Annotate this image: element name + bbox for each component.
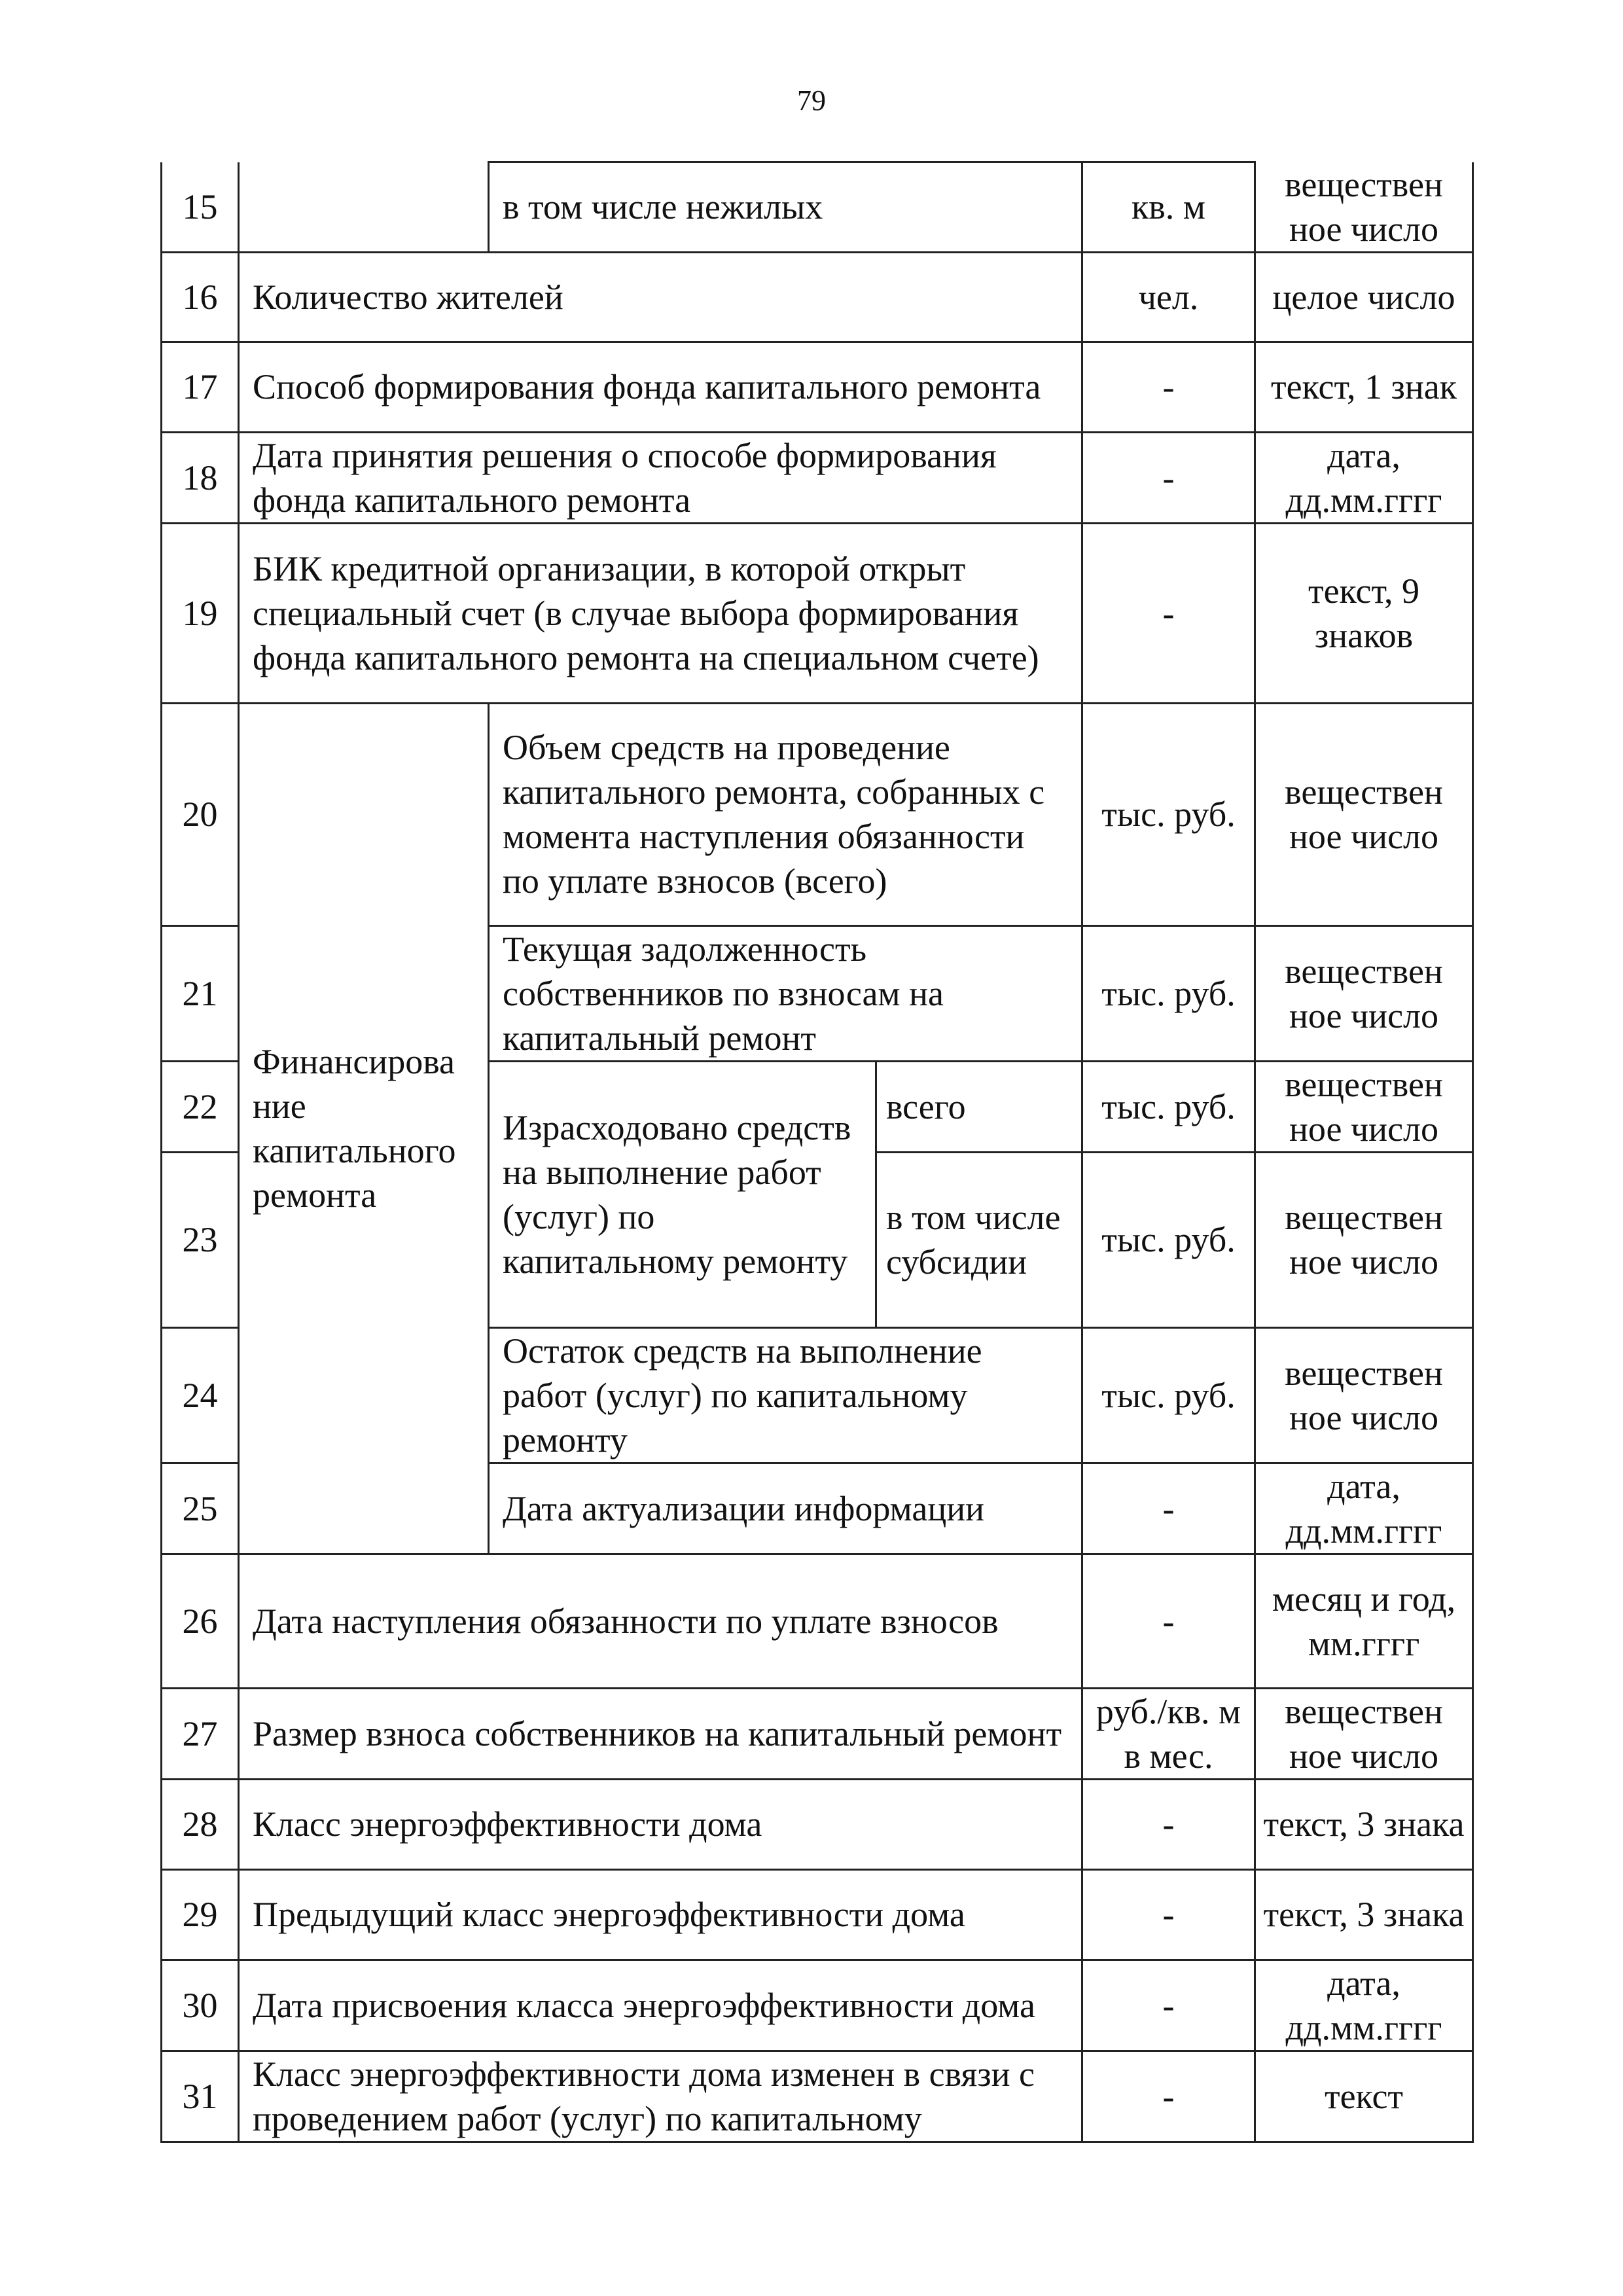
row-description: Дата присвоения класса энергоэффективности дома bbox=[239, 1960, 1082, 2051]
row-description: Предыдущий класс энергоэффективности дома bbox=[239, 1869, 1082, 1960]
table-row bbox=[162, 1688, 1473, 1779]
row-number: 20 bbox=[162, 703, 239, 925]
row-description: Количество жителей bbox=[239, 252, 1082, 342]
table-row bbox=[162, 432, 1473, 523]
row-format: текст, 9 знаков bbox=[1255, 523, 1473, 703]
row-format: текст bbox=[1255, 2051, 1473, 2142]
row-description: БИК кредитной организации, в которой открыт специальный счет (в случае выбора формирования фонда капитального ремонта на специальном счете) bbox=[239, 523, 1082, 703]
row-description: Дата принятия решения о способе формирования фонда капитального ремонта bbox=[239, 432, 1082, 523]
table-row bbox=[162, 523, 1473, 703]
row-format: дата, дд.мм.гггг bbox=[1255, 1463, 1473, 1554]
row-number: 31 bbox=[162, 2051, 239, 2142]
row-description: в том числе нежилых bbox=[489, 162, 1082, 253]
row-unit: - bbox=[1082, 342, 1255, 432]
row-number: 16 bbox=[162, 252, 239, 342]
row-format: текст, 3 знака bbox=[1255, 1779, 1473, 1869]
row-number: 18 bbox=[162, 432, 239, 523]
empty-cell bbox=[239, 162, 489, 253]
row-number: 30 bbox=[162, 1960, 239, 2051]
group-label-financing: Финансирова ние капитального ремонта bbox=[239, 703, 489, 1554]
table-row bbox=[162, 1554, 1473, 1688]
row-number: 26 bbox=[162, 1554, 239, 1688]
row-format: дата, дд.мм.гггг bbox=[1255, 432, 1473, 523]
row-unit: - bbox=[1082, 1463, 1255, 1554]
row-description: Размер взноса собственников на капитальный ремонт bbox=[239, 1688, 1082, 1779]
row-subcategory: в том числе субсидии bbox=[876, 1152, 1082, 1327]
row-format: дата, дд.мм.гггг bbox=[1255, 1960, 1473, 2051]
row-description: Остаток средств на выполнение работ (услуг) по капитальному ремонту bbox=[489, 1327, 1082, 1463]
row-description: Класс энергоэффективности дома bbox=[239, 1779, 1082, 1869]
row-number: 15 bbox=[162, 162, 239, 253]
row-format: месяц и год, мм.гггг bbox=[1255, 1554, 1473, 1688]
row-unit: - bbox=[1082, 1960, 1255, 2051]
row-number: 25 bbox=[162, 1463, 239, 1554]
row-unit: кв. м bbox=[1082, 162, 1255, 253]
spent-label: Израсходовано средств на выполнение работ (услуг) по капитальному ремонту bbox=[489, 1061, 876, 1327]
row-unit: чел. bbox=[1082, 252, 1255, 342]
row-number: 27 bbox=[162, 1688, 239, 1779]
row-number: 24 bbox=[162, 1327, 239, 1463]
page-number: 79 bbox=[797, 84, 826, 117]
row-number: 19 bbox=[162, 523, 239, 703]
row-unit: руб./кв. м в мес. bbox=[1082, 1688, 1255, 1779]
row-format: веществен ное число bbox=[1255, 1327, 1473, 1463]
row-number: 22 bbox=[162, 1061, 239, 1152]
table-row bbox=[162, 342, 1473, 432]
row-unit: - bbox=[1082, 1869, 1255, 1960]
row-unit: - bbox=[1082, 432, 1255, 523]
row-format: веществен ное число bbox=[1255, 1061, 1473, 1152]
row-format: веществен ное число bbox=[1255, 162, 1473, 253]
row-unit: - bbox=[1082, 1779, 1255, 1869]
table-row bbox=[162, 1779, 1473, 1869]
row-unit: - bbox=[1082, 2051, 1255, 2142]
table-row bbox=[162, 1960, 1473, 2051]
row-unit: тыс. руб. bbox=[1082, 703, 1255, 925]
row-description: Объем средств на проведение капитального ремонта, собранных с момента наступления обязанности по уплате взносов (всего) bbox=[489, 703, 1082, 925]
row-description: Текущая задолженность собственников по взносам на капитальный ремонт bbox=[489, 925, 1082, 1061]
row-description: Способ формирования фонда капитального ремонта bbox=[239, 342, 1082, 432]
row-description: Дата наступления обязанности по уплате взносов bbox=[239, 1554, 1082, 1688]
row-number: 29 bbox=[162, 1869, 239, 1960]
row-unit: тыс. руб. bbox=[1082, 925, 1255, 1061]
row-description: Класс энергоэффективности дома изменен в связи с проведением работ (услуг) по капитальному bbox=[239, 2051, 1082, 2142]
table-row bbox=[162, 703, 1473, 925]
table-row bbox=[162, 1869, 1473, 1960]
row-unit: тыс. руб. bbox=[1082, 1152, 1255, 1327]
row-unit: тыс. руб. bbox=[1082, 1327, 1255, 1463]
row-description: Дата актуализации информации bbox=[489, 1463, 1082, 1554]
row-number: 21 bbox=[162, 925, 239, 1061]
row-number: 23 bbox=[162, 1152, 239, 1327]
row-format: текст, 1 знак bbox=[1255, 342, 1473, 432]
row-format: веществен ное число bbox=[1255, 1688, 1473, 1779]
row-unit: - bbox=[1082, 1554, 1255, 1688]
row-format: веществен ное число bbox=[1255, 703, 1473, 925]
table-row bbox=[162, 2051, 1473, 2142]
row-format: веществен ное число bbox=[1255, 1152, 1473, 1327]
table-row bbox=[162, 162, 1473, 253]
row-unit: - bbox=[1082, 523, 1255, 703]
data-table bbox=[160, 161, 1474, 2143]
row-number: 17 bbox=[162, 342, 239, 432]
row-number: 28 bbox=[162, 1779, 239, 1869]
row-format: целое число bbox=[1255, 252, 1473, 342]
row-unit: тыс. руб. bbox=[1082, 1061, 1255, 1152]
row-format: веществен ное число bbox=[1255, 925, 1473, 1061]
table-row bbox=[162, 252, 1473, 342]
row-format: текст, 3 знака bbox=[1255, 1869, 1473, 1960]
row-subcategory: всего bbox=[876, 1061, 1082, 1152]
